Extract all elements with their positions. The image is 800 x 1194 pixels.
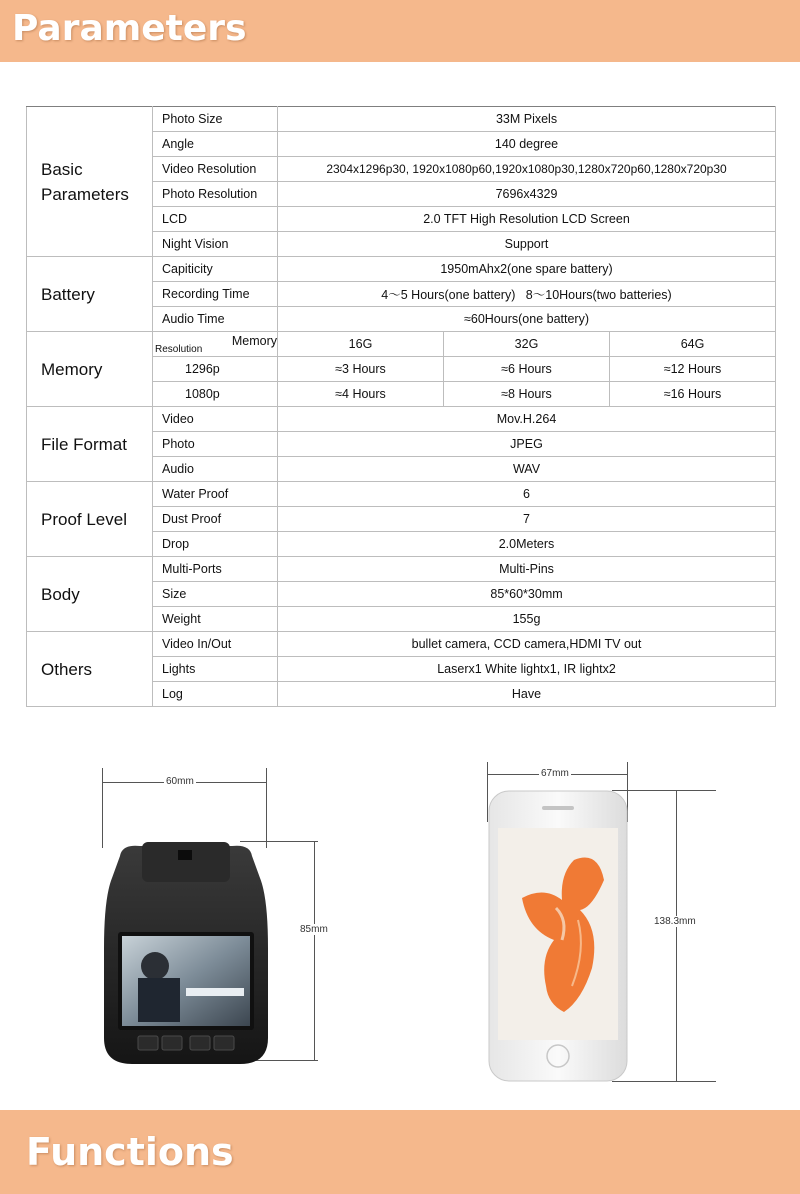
row-label: LCD <box>153 207 278 232</box>
memory-header-cell <box>153 332 278 357</box>
table-row <box>27 257 776 282</box>
phone-height-label: 138.3mm <box>654 916 696 927</box>
smartphone-image <box>488 790 628 1082</box>
row-label: Recording Time <box>153 282 278 307</box>
row-label: Log <box>153 682 278 707</box>
section-title: Memory <box>27 332 153 407</box>
table-row <box>27 557 776 582</box>
row-value: 85*60*30mm <box>278 582 776 607</box>
functions-heading: Functions <box>26 1130 234 1174</box>
table-row <box>27 332 776 357</box>
row-value: 2304x1296p30, 1920x1080p60,1920x1080p30,1280x720p60,1280x720p30 <box>278 157 776 182</box>
section-title: File Format <box>27 407 153 482</box>
memory-value: ≈8 Hours <box>444 382 610 407</box>
body-camera-image <box>100 838 272 1068</box>
camera-width-label: 60mm <box>166 776 194 787</box>
row-value: 4～5 Hours(one battery) 8～10Hours(two batteries) <box>278 282 776 307</box>
row-label: Video <box>153 407 278 432</box>
row-label: Size <box>153 582 278 607</box>
section-title: Proof Level <box>27 482 153 557</box>
table-row <box>27 632 776 657</box>
parameters-banner <box>0 0 800 62</box>
functions-banner <box>0 1110 800 1194</box>
row-label: Dust Proof <box>153 507 278 532</box>
row-label: Video In/Out <box>153 632 278 657</box>
row-label: Drop <box>153 532 278 557</box>
table-row <box>27 482 776 507</box>
section-title: Body <box>27 557 153 632</box>
memory-header: Memory <box>231 334 277 348</box>
memory-column-header: 16G <box>278 332 444 357</box>
memory-value: ≈6 Hours <box>444 357 610 382</box>
memory-column-header: 64G <box>610 332 776 357</box>
row-value: ≈60Hours(one battery) <box>278 307 776 332</box>
row-value: 7 <box>278 507 776 532</box>
row-value: 33M Pixels <box>278 107 776 132</box>
parameters-heading: Parameters <box>12 8 247 49</box>
row-label: Photo Resolution <box>153 182 278 207</box>
section-title: Others <box>27 632 153 707</box>
table-row <box>27 407 776 432</box>
row-value: JPEG <box>278 432 776 457</box>
camera-height-label: 85mm <box>300 924 328 935</box>
row-label: 1296p <box>153 357 278 382</box>
row-value: 140 degree <box>278 132 776 157</box>
memory-column-header: 32G <box>444 332 610 357</box>
row-value: 6 <box>278 482 776 507</box>
row-label: Capiticity <box>153 257 278 282</box>
row-label: Photo <box>153 432 278 457</box>
row-value: Multi-Pins <box>278 557 776 582</box>
row-label: Angle <box>153 132 278 157</box>
section-title: Basic Parameters <box>27 107 153 257</box>
memory-value: ≈12 Hours <box>610 357 776 382</box>
row-value: Laserx1 White lightx1, IR lightx2 <box>278 657 776 682</box>
row-label: Audio Time <box>153 307 278 332</box>
row-value: bullet camera, CCD camera,HDMI TV out <box>278 632 776 657</box>
row-label: 1080p <box>153 382 278 407</box>
memory-value: ≈16 Hours <box>610 382 776 407</box>
row-label: Multi-Ports <box>153 557 278 582</box>
row-value: Have <box>278 682 776 707</box>
row-label: Video Resolution <box>153 157 278 182</box>
phone-width-label: 67mm <box>541 768 569 779</box>
row-value: 155g <box>278 607 776 632</box>
spec-table <box>26 106 776 707</box>
row-value: 2.0 TFT High Resolution LCD Screen <box>278 207 776 232</box>
row-value: 2.0Meters <box>278 532 776 557</box>
row-label: Night Vision <box>153 232 278 257</box>
row-value: 1950mAhx2(one spare battery) <box>278 257 776 282</box>
row-value: 7696x4329 <box>278 182 776 207</box>
row-value: Mov.H.264 <box>278 407 776 432</box>
section-title: Battery <box>27 257 153 332</box>
memory-value: ≈3 Hours <box>278 357 444 382</box>
row-label: Photo Size <box>153 107 278 132</box>
row-label: Lights <box>153 657 278 682</box>
row-value: Support <box>278 232 776 257</box>
table-row <box>27 107 776 132</box>
resolution-header: Resolution <box>155 344 203 355</box>
row-label: Audio <box>153 457 278 482</box>
row-label: Weight <box>153 607 278 632</box>
row-value: WAV <box>278 457 776 482</box>
row-label: Water Proof <box>153 482 278 507</box>
memory-value: ≈4 Hours <box>278 382 444 407</box>
